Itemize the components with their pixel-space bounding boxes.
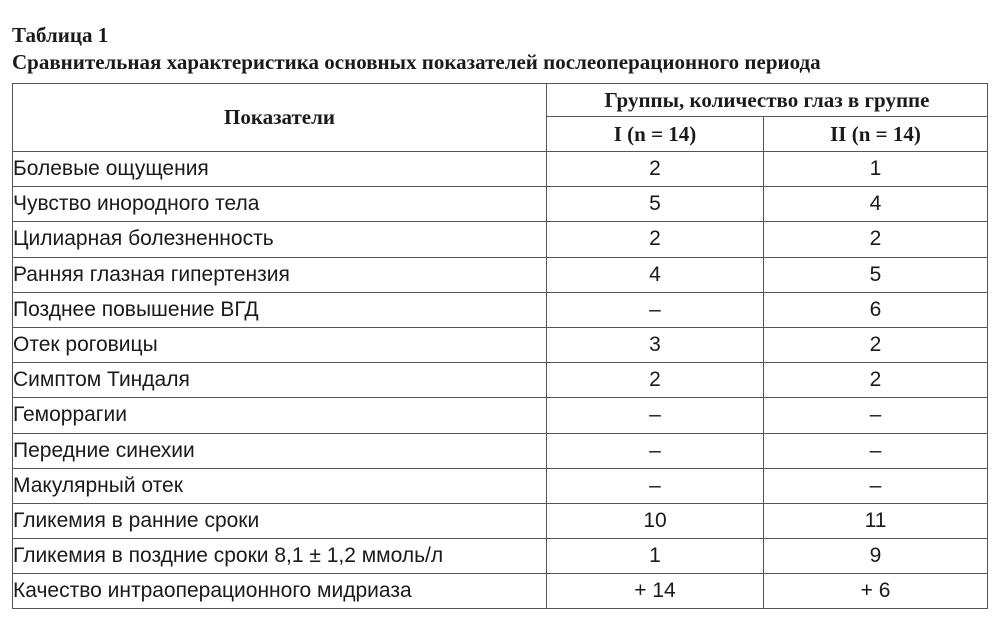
row-label: Болевые ощущения [13,152,547,187]
group-2-value: 9 [764,539,988,574]
group-2-value: – [764,433,988,468]
group-2-value: 1 [764,152,988,187]
header-group-2: II (n = 14) [764,117,988,152]
header-indicators: Показатели [13,84,547,152]
group-1-value: – [547,398,764,433]
group-2-value: + 6 [764,574,988,609]
row-label: Макулярный отек [13,468,547,503]
group-1-value: 1 [547,539,764,574]
row-label: Отек роговицы [13,327,547,362]
group-1-value: 2 [547,222,764,257]
row-label: Качество интраоперационного мидриаза [13,574,547,609]
group-1-value: 10 [547,503,764,538]
group-1-value: + 14 [547,574,764,609]
group-1-value: 3 [547,327,764,362]
table-row [13,574,988,609]
table-title: Сравнительная характеристика основных показателей послеоперационного периода [12,50,821,74]
table-row [13,468,988,503]
group-1-value: 2 [547,152,764,187]
header-groups: Группы, количество глаз в группе [547,84,988,117]
header-group-1: I (n = 14) [547,117,764,152]
row-label: Цилиарная болезненность [13,222,547,257]
table-row [13,257,988,292]
row-label: Позднее повышение ВГД [13,292,547,327]
table-row [13,398,988,433]
row-label: Геморрагии [13,398,547,433]
table-row [13,327,988,362]
group-2-value: 4 [764,187,988,222]
group-2-value: 2 [764,222,988,257]
group-1-value: 4 [547,257,764,292]
row-label: Чувство инородного тела [13,187,547,222]
group-1-value: – [547,433,764,468]
table-row [13,222,988,257]
group-2-value: 11 [764,503,988,538]
table-row [13,503,988,538]
table-number: Таблица 1 [12,23,109,47]
group-2-value: – [764,468,988,503]
group-2-value: – [764,398,988,433]
group-2-value: 2 [764,327,988,362]
row-label: Гликемия в ранние сроки [13,503,547,538]
table-row [13,433,988,468]
group-1-value: – [547,468,764,503]
table-row [13,363,988,398]
table-row [13,292,988,327]
row-label: Гликемия в поздние сроки 8,1 ± 1,2 ммоль/л [13,539,547,574]
row-label: Симптом Тиндаля [13,363,547,398]
group-2-value: 5 [764,257,988,292]
row-label: Ранняя глазная гипертензия [13,257,547,292]
table-caption [12,22,821,76]
row-label: Передние синехии [13,433,547,468]
group-2-value: 2 [764,363,988,398]
table-row [13,539,988,574]
table-body [13,152,988,609]
group-1-value: – [547,292,764,327]
table-row [13,187,988,222]
comparison-table [12,83,988,609]
group-1-value: 2 [547,363,764,398]
group-2-value: 6 [764,292,988,327]
group-1-value: 5 [547,187,764,222]
table-row [13,152,988,187]
